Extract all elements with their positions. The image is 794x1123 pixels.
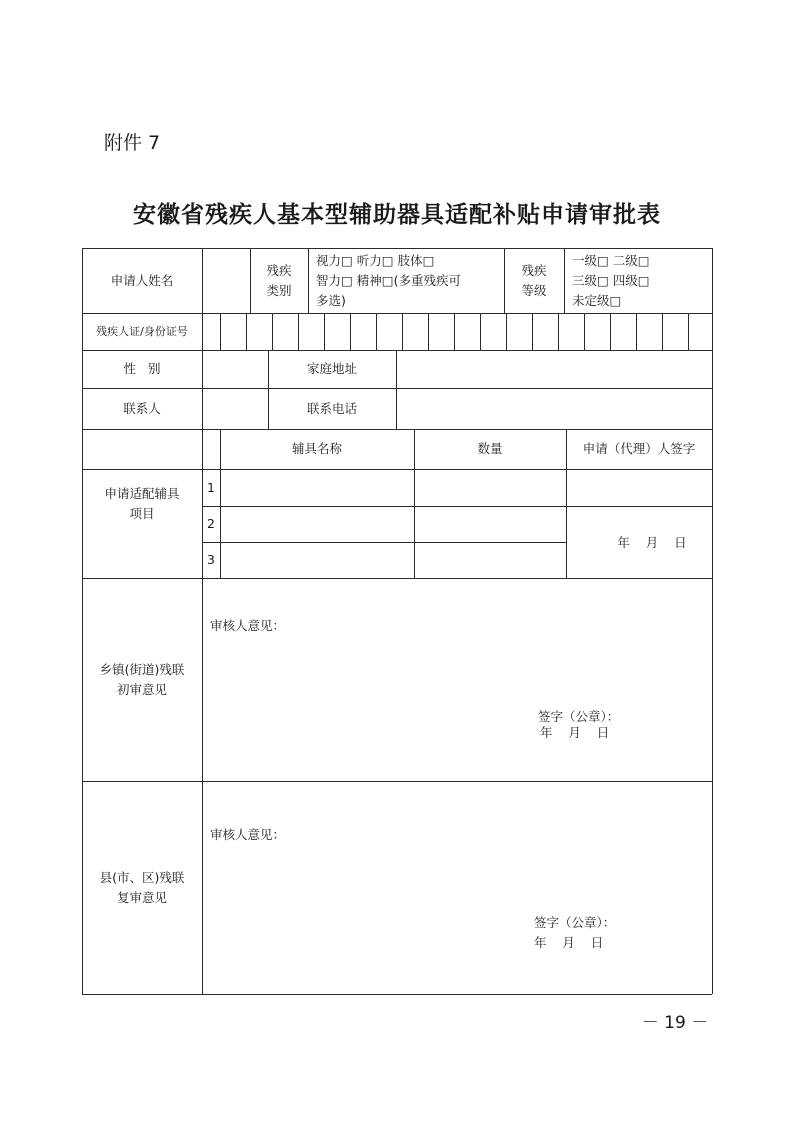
applicant-name-field[interactable] (202, 248, 250, 313)
township-review-label (82, 578, 202, 781)
township-opinion-area[interactable] (202, 578, 712, 781)
device-row-number: 3 (207, 552, 215, 567)
gender-label: 性 别 (123, 361, 161, 376)
disability-type-label-line-1: 残疾 (266, 262, 292, 278)
county-reviewer-opinion-label: 审核人意见： (210, 827, 286, 842)
phone-label: 联系电话 (306, 400, 357, 416)
county-review-label-line-2: 复审意见 (116, 889, 167, 905)
contact-person-label: 联系人 (123, 400, 161, 416)
attachment-label: 附件 7 (104, 132, 161, 154)
disability-grade-label (504, 248, 564, 313)
gender-field[interactable] (202, 350, 268, 388)
county-review-label (82, 781, 202, 994)
disability-type-options-line-1: 视力□ 听力□ 肢体□ (316, 252, 435, 268)
township-review-date: 年 月 日 (540, 725, 610, 740)
disability-grade-label-line-2: 等级 (521, 282, 547, 298)
disability-grade-label-line-1: 残疾 (521, 262, 547, 278)
device-section-label-line-1: 申请适配辅具 (104, 485, 180, 501)
county-opinion-area[interactable] (202, 781, 712, 994)
rule (82, 994, 712, 995)
device-quantity-header: 数量 (477, 441, 503, 456)
device-row-number: 2 (207, 516, 215, 531)
device-row-number: 1 (207, 479, 215, 495)
device-section-label (82, 429, 202, 578)
township-signature-label: 签字（公章）： (538, 709, 620, 724)
disability-type-options[interactable] (316, 248, 504, 313)
disability-type-label-line-2: 类别 (266, 282, 292, 298)
township-review-label-line-1: 乡镇(街道)残联 (99, 661, 185, 677)
applicant-signature-field[interactable] (566, 469, 712, 578)
disability-type-options-line-3: 多选) (316, 292, 346, 308)
disability-type-options-line-2: 智力□ 精神□(多重残疾可 (316, 272, 461, 288)
contact-person-field[interactable] (202, 388, 268, 429)
township-review-label-line-2: 初审意见 (116, 681, 167, 697)
county-review-date: 年 月 日 (534, 935, 604, 950)
county-review-label-line-1: 县(市、区)残联 (99, 869, 185, 885)
disability-type-label (250, 248, 308, 313)
applicant-sign-date: 年 月 日 (617, 535, 687, 550)
home-address-label: 家庭地址 (306, 361, 357, 376)
disability-grade-options[interactable] (572, 248, 712, 313)
page-number: － 19 － (641, 1013, 709, 1033)
phone-field[interactable] (396, 388, 712, 429)
disability-grade-options-line-3: 未定级□ (572, 292, 622, 308)
device-section-label-line-2: 项目 (129, 505, 155, 521)
rule (564, 248, 565, 313)
device-name-field[interactable] (220, 506, 414, 542)
disability-grade-options-line-1: 一级□ 二级□ (572, 252, 650, 268)
rule (712, 248, 713, 994)
applicant-signature-header: 申请（代理）人签字 (582, 441, 696, 456)
device-name-field[interactable] (220, 469, 414, 506)
device-quantity-field[interactable] (414, 506, 566, 542)
id-number-boxes[interactable] (202, 313, 712, 350)
device-quantity-field[interactable] (414, 542, 566, 578)
device-name-field[interactable] (220, 542, 414, 578)
home-address-field[interactable] (396, 350, 712, 388)
township-reviewer-opinion-label: 审核人意见： (210, 618, 286, 633)
id-number-label: 残疾人证/身份证号 (96, 324, 188, 338)
applicant-name-label: 申请人姓名 (110, 272, 174, 288)
page-title: 安徽省残疾人基本型辅助器具适配补贴申请审批表 (133, 201, 661, 228)
county-signature-label: 签字（公章）： (534, 915, 616, 930)
device-name-header: 辅具名称 (291, 441, 342, 456)
application-form-table (82, 248, 712, 994)
disability-grade-options-line-2: 三级□ 四级□ (572, 272, 650, 288)
rule (308, 248, 309, 313)
device-quantity-field[interactable] (414, 469, 566, 506)
